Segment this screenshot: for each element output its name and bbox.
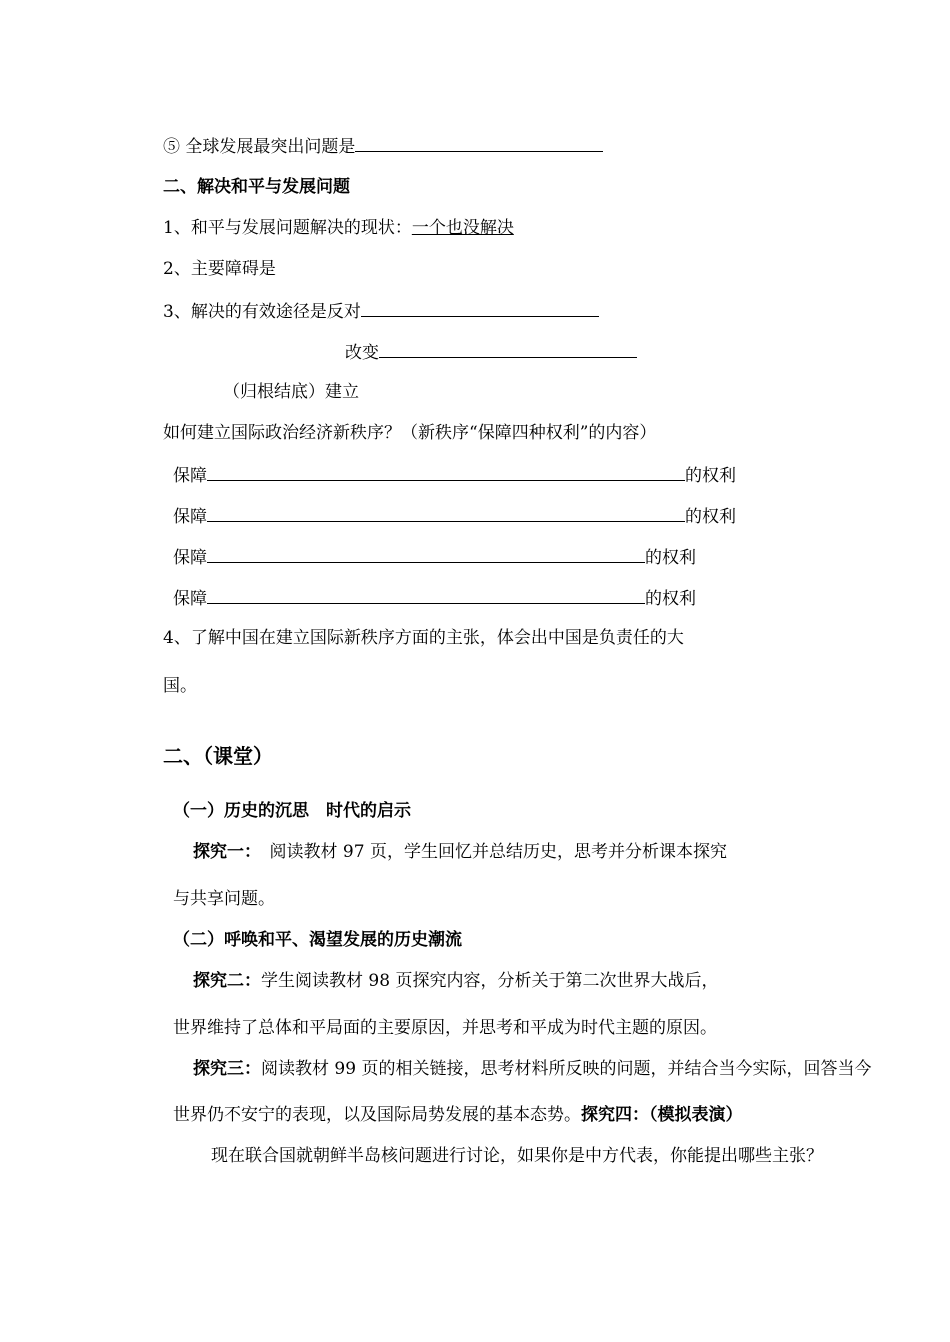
guarantee-row [173, 544, 696, 570]
q3-build-line: （归根结底）建立 [223, 382, 359, 402]
guarantee-row [173, 503, 736, 529]
explore4-label: 探究四：（模拟表演） [581, 1105, 743, 1125]
explore2-label: 探究二： [193, 971, 261, 991]
guarantee-prefix: 保障 [173, 548, 207, 568]
answer-blank[interactable] [355, 133, 603, 152]
q3-change-label: 改变 [345, 343, 379, 363]
explore1-text: 阅读教材 97 页，学生回忆并总结历史，思考并分析课本探究 [252, 842, 727, 862]
q2-line: 2、主要障碍是 [163, 259, 276, 279]
q1-label: 1、和平与发展问题解决的现状： [163, 218, 412, 238]
explore1-label: 探究一： [193, 842, 253, 862]
explore1-cont: 与共享问题。 [173, 889, 275, 909]
guarantee-suffix: 的权利 [685, 507, 736, 527]
answer-blank[interactable] [361, 298, 599, 317]
guarantee-prefix: 保障 [173, 589, 207, 609]
item5-label: ⑤ 全球发展最突出问题是 [163, 137, 356, 157]
answer-blank[interactable] [207, 544, 645, 563]
part2-heading: 二、（课堂） [163, 744, 273, 768]
explore3-label: 探究三： [193, 1059, 261, 1079]
explore3-cont-line [173, 1103, 743, 1127]
explore3-text: 阅读教材 99 页的相关链接，思考材料所反映的问题，并结合当今实际，回答当今 [261, 1059, 872, 1079]
explore2-line [193, 969, 718, 993]
answer-blank[interactable] [207, 585, 645, 604]
guarantee-row [173, 585, 696, 611]
sub1-heading: （一）历史的沉思 时代的启示 [173, 801, 411, 821]
answer-blank[interactable] [379, 339, 637, 358]
answer-blank[interactable] [207, 462, 685, 481]
explore2-cont: 世界维持了总体和平局面的主要原因，并思考和平成为时代主题的原因。 [173, 1018, 717, 1038]
explore1-line [193, 840, 727, 864]
section2-heading: 二、解决和平与发展问题 [163, 177, 350, 197]
guarantee-suffix: 的权利 [645, 589, 696, 609]
guarantee-prefix: 保障 [173, 507, 207, 527]
q1-line [163, 216, 514, 240]
explore3-line [193, 1057, 871, 1081]
q1-answer: 一个也没解决 [411, 218, 514, 238]
explore2-text: 学生阅读教材 98 页探究内容，分析关于第二次世界大战后， [261, 971, 719, 991]
answer-blank[interactable] [207, 503, 685, 522]
guarantee-suffix: 的权利 [685, 466, 736, 486]
explore4-text: 现在联合国就朝鲜半岛核问题进行讨论，如果你是中方代表，你能提出哪些主张？ [211, 1146, 823, 1166]
new-order-question: 如何建立国际政治经济新秩序？（新秩序“保障四种权利”的内容） [163, 423, 657, 443]
item5-line [163, 133, 603, 159]
guarantee-row [173, 462, 736, 488]
q3-change-line [345, 339, 637, 365]
q4-line1: 4、了解中国在建立国际新秩序方面的主张，体会出中国是负责任的大 [163, 628, 684, 648]
sub2-heading: （二）呼唤和平、渴望发展的历史潮流 [173, 930, 462, 950]
q3-label: 3、解决的有效途径是反对 [163, 302, 361, 322]
guarantee-suffix: 的权利 [645, 548, 696, 568]
explore3-cont: 世界仍不安宁的表现，以及国际局势发展的基本态势。 [173, 1105, 581, 1125]
guarantee-prefix: 保障 [173, 466, 207, 486]
q3-line [163, 298, 599, 324]
q4-line2: 国。 [163, 676, 197, 696]
